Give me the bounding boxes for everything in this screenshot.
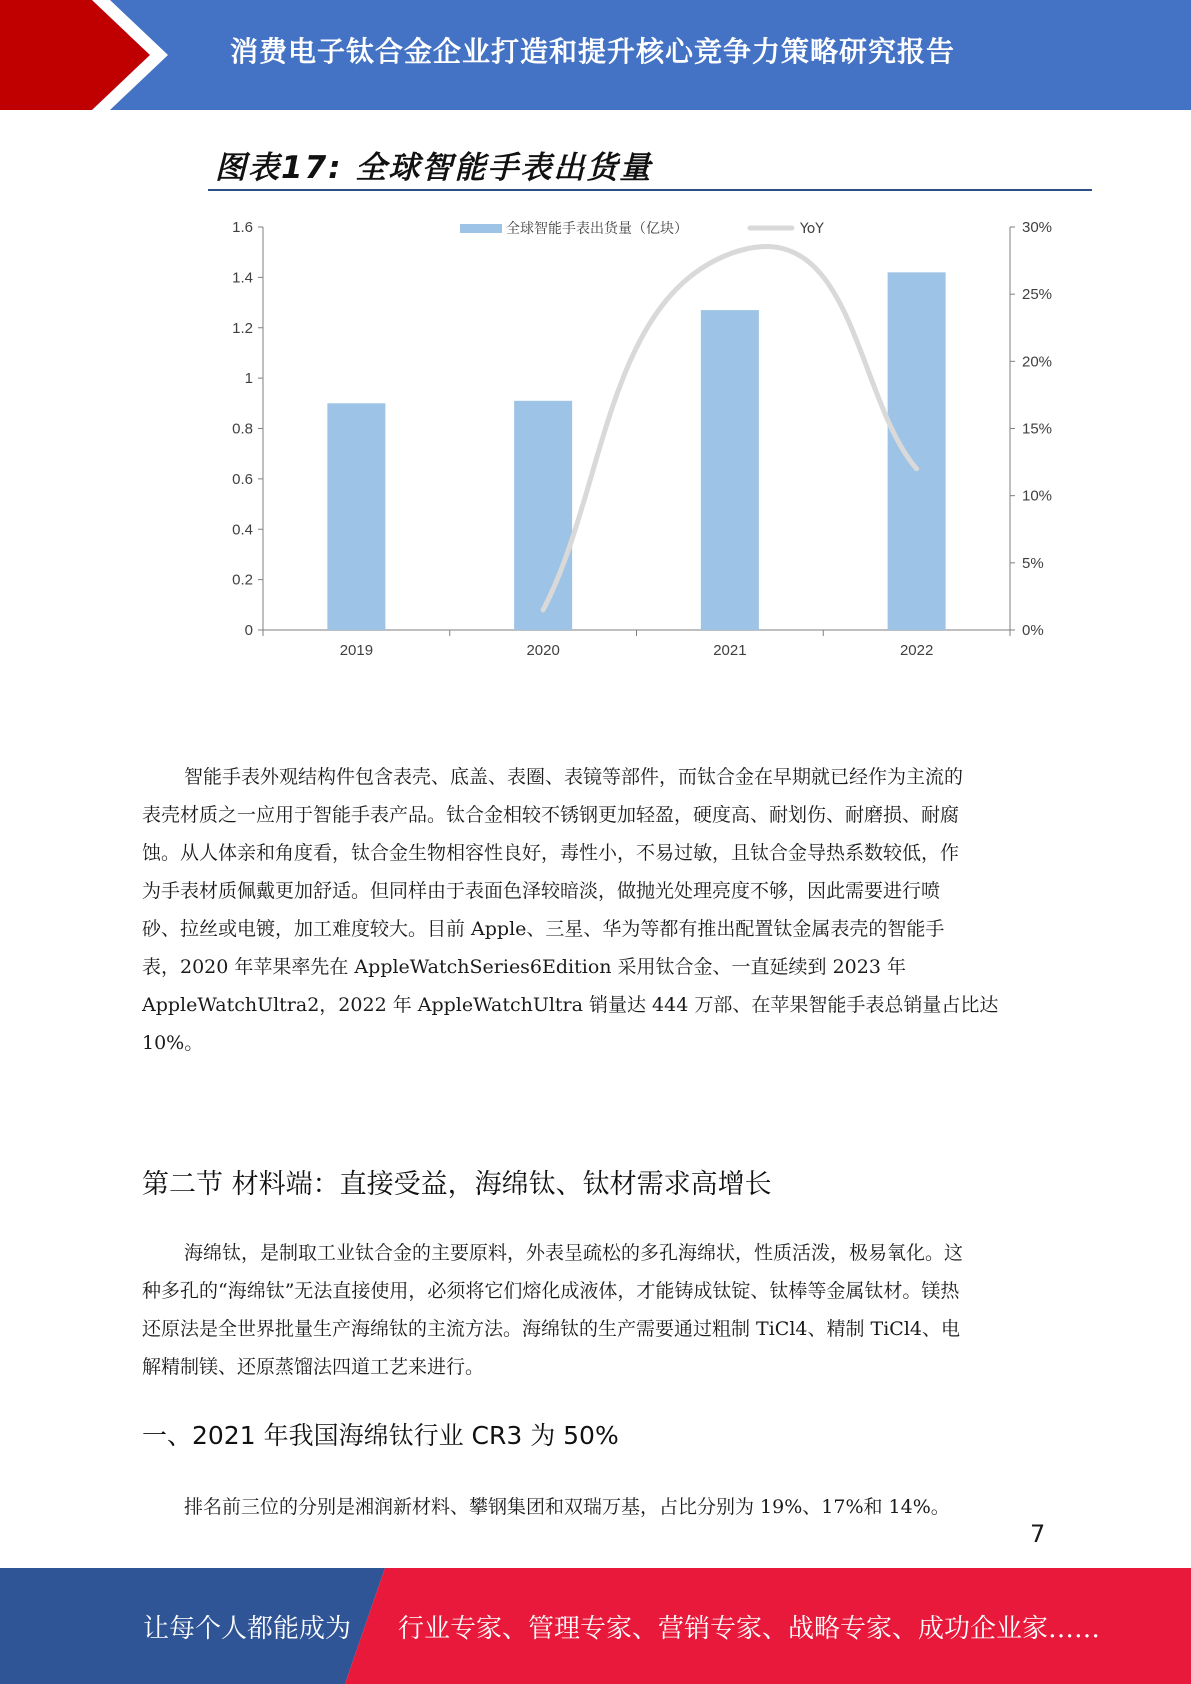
y-left-tick-label: 0 bbox=[244, 622, 253, 639]
paragraph-titanium-watches bbox=[142, 758, 1047, 1062]
p1-line: AppleWatchUltra2，2022 年 AppleWatchUltra 销量达 444 万部、在苹果智能手表总销量占比达 bbox=[142, 994, 999, 1016]
paragraph-sponge-titanium bbox=[142, 1234, 1047, 1386]
bar bbox=[701, 310, 759, 630]
y-right-tick-label: 0% bbox=[1022, 622, 1044, 639]
legend-bar-label: 全球智能手表出货量（亿块） bbox=[506, 221, 688, 237]
p2-line: 海绵钛，是制取工业钛合金的主要原料，外表呈疏松的多孔海绵状，性质活泼，极易氧化。这 bbox=[184, 1242, 964, 1264]
bar bbox=[514, 401, 572, 630]
page-number: 7 bbox=[1030, 1520, 1046, 1548]
footer-slogan-right: 行业专家、管理专家、营销专家、战略专家、成功企业家…… bbox=[398, 1614, 1101, 1644]
bar bbox=[888, 272, 946, 630]
subsection-title: 一、2021 年我国海绵钛行业 CR3 为 50% bbox=[142, 1421, 619, 1450]
x-tick-label: 2021 bbox=[713, 642, 747, 659]
p2-line: 解精制镁、还原蒸馏法四道工艺来进行。 bbox=[142, 1356, 485, 1378]
p1-line: 砂、拉丝或电镀，加工难度较大。目前 Apple、三星、华为等都有推出配置钛金属表壳的智能手 bbox=[142, 918, 945, 940]
bar bbox=[327, 403, 385, 630]
y-left-tick-label: 0.4 bbox=[232, 521, 253, 539]
x-tick-label: 2020 bbox=[526, 642, 560, 659]
p1-line: 蚀。从人体亲和角度看，钛合金生物相容性良好，毒性小，不易过敏，且钛合金导热系数较低，作 bbox=[142, 842, 960, 864]
legend-bar-swatch bbox=[460, 224, 502, 233]
y-left-tick-label: 0.8 bbox=[232, 420, 253, 438]
y-right-tick-label: 30% bbox=[1022, 219, 1053, 236]
footer-band bbox=[0, 1568, 1191, 1684]
y-right-tick-label: 5% bbox=[1022, 554, 1044, 572]
y-left-tick-label: 0.6 bbox=[232, 470, 253, 488]
p1-line: 10%。 bbox=[142, 1032, 204, 1054]
footer-slogan-left: 让每个人都能成为 bbox=[143, 1614, 352, 1644]
p1-line: 智能手表外观结构件包含表壳、底盖、表圈、表镜等部件，而钛合金在早期就已经作为主流的 bbox=[184, 766, 964, 788]
x-tick-label: 2019 bbox=[339, 642, 374, 659]
y-left-tick-label: 1.4 bbox=[232, 269, 253, 287]
figure-title-rule bbox=[208, 189, 1092, 191]
p2-line: 种多孔的“海绵钛”无法直接使用，必须将它们熔化成液体，才能铸成钛锭、钛棒等金属钛材。镁热 bbox=[142, 1280, 960, 1302]
y-left-tick-label: 1 bbox=[244, 370, 253, 388]
chart-legend bbox=[460, 220, 824, 237]
p1-line: 表，2020 年苹果率先在 AppleWatchSeries6Edition 采用钛合金、一直延续到 2023 年 bbox=[142, 956, 906, 978]
p1-line: 为手表材质佩戴更加舒适。但同样由于表面色泽较暗淡，做抛光处理亮度不够，因此需要进行喷 bbox=[142, 880, 941, 902]
p2-line: 还原法是全世界批量生产海绵钛的主流方法。海绵钛的生产需要通过粗制 TiCl4、精制 TiCl4、电 bbox=[142, 1318, 960, 1340]
p1-line: 表壳材质之一应用于智能手表产品。钛合金相较不锈钢更加轻盈，硬度高、耐划伤、耐磨损、耐腐 bbox=[142, 804, 960, 826]
header-band bbox=[0, 0, 1191, 110]
paragraph-cr3-text: 排名前三位的分别是湘润新材料、攀钢集团和双瑞万基，占比分别为 19%、17%和 14%。 bbox=[184, 1496, 950, 1518]
legend-line-label: YoY bbox=[800, 221, 824, 237]
report-title: 消费电子钛合金企业打造和提升核心竞争力策略研究报告 bbox=[230, 35, 956, 68]
smartwatch-shipments-chart bbox=[208, 205, 1092, 675]
y-right-tick-label: 10% bbox=[1022, 487, 1053, 505]
y-right-tick-label: 25% bbox=[1022, 286, 1053, 304]
y-right-tick-label: 15% bbox=[1022, 420, 1053, 438]
figure-title: 图表17: 全球智能手表出货量 bbox=[215, 150, 653, 186]
paragraph-cr3 bbox=[142, 1488, 1047, 1526]
x-tick-label: 2022 bbox=[899, 642, 934, 659]
y-left-tick-label: 1.2 bbox=[232, 319, 253, 337]
y-left-tick-label: 1.6 bbox=[232, 219, 253, 236]
section-title: 第二节 材料端：直接受益，海绵钛、钛材需求高增长 bbox=[142, 1169, 772, 1200]
y-left-tick-label: 0.2 bbox=[232, 571, 253, 589]
y-right-tick-label: 20% bbox=[1022, 353, 1053, 371]
